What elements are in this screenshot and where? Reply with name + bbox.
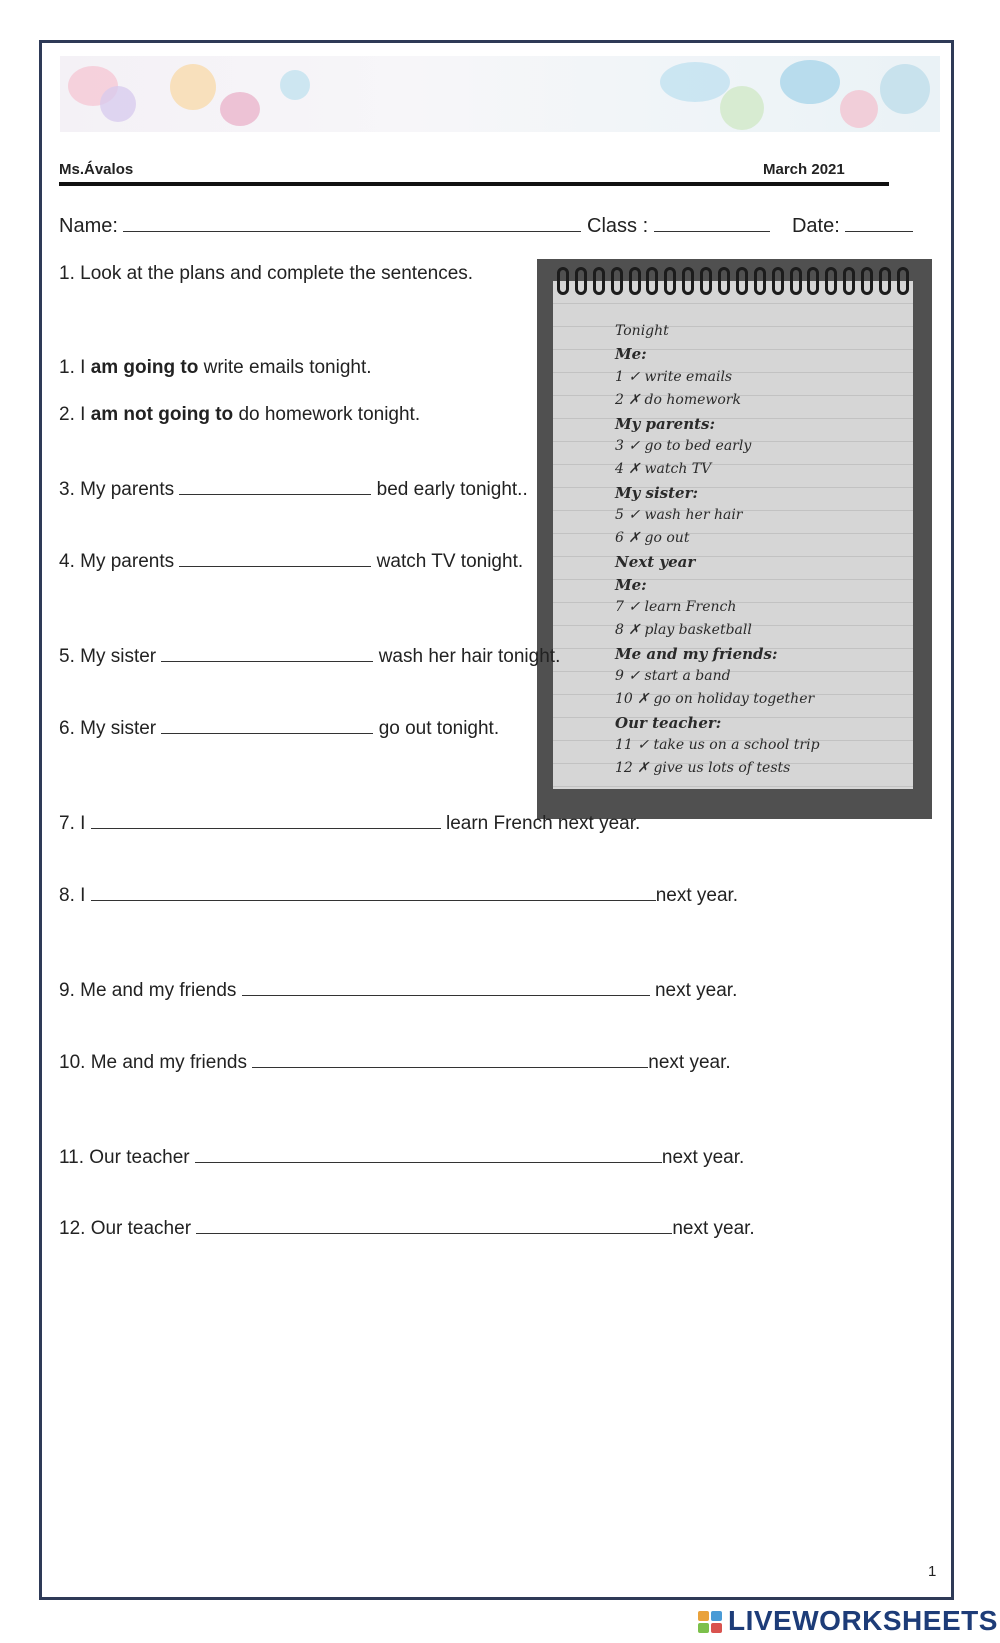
student-info-line — [59, 213, 913, 238]
answer-blank-4[interactable] — [179, 548, 371, 567]
question-8: 8. I next year. — [59, 882, 738, 907]
question-7: 7. I learn French next year. — [59, 810, 640, 835]
answer-blank-12[interactable] — [196, 1215, 672, 1234]
notebook-line: Me and my friends: — [615, 645, 778, 663]
notebook-line: 12 ✗ give us lots of tests — [615, 760, 791, 776]
question-4: 4. My parents watch TV tonight. — [59, 548, 523, 573]
name-label: Name: — [59, 215, 118, 237]
question-5: 5. My sister wash her hair tonight. — [59, 643, 560, 668]
answer-blank-8[interactable] — [91, 882, 656, 901]
answer-blank-9[interactable] — [242, 977, 650, 996]
answer-blank-6[interactable] — [161, 715, 373, 734]
teacher-name: Ms.Ávalos — [59, 161, 134, 178]
notebook-line: 4 ✗ watch TV — [615, 461, 712, 477]
answer-blank-3[interactable] — [179, 476, 371, 495]
question-11: 11. Our teacher next year. — [59, 1144, 744, 1169]
question-6: 6. My sister go out tonight. — [59, 715, 499, 740]
notebook-line: 7 ✓ learn French — [615, 599, 737, 615]
answer-blank-7[interactable] — [91, 810, 441, 829]
notebook-line: 1 ✓ write emails — [615, 369, 733, 385]
notebook-line: Tonight — [615, 323, 669, 339]
class-field[interactable] — [654, 213, 770, 232]
question-9: 9. Me and my friends next year. — [59, 977, 737, 1002]
instruction-text: 1. Look at the plans and complete the sentences. — [59, 263, 474, 284]
question-10: 10. Me and my friends next year. — [59, 1049, 731, 1074]
notebook-line: My parents: — [615, 415, 716, 433]
notebook-line: 8 ✗ play basketball — [615, 622, 752, 638]
notebook-line: Me: — [615, 345, 647, 363]
notebook-line: 9 ✓ start a band — [615, 668, 731, 684]
page-number: 1 — [928, 1563, 937, 1580]
answer-blank-11[interactable] — [195, 1144, 662, 1163]
notebook-line: 6 ✗ go out — [615, 530, 690, 546]
question-2: 2. I am not going to do homework tonight. — [59, 404, 421, 425]
question-3: 3. My parents bed early tonight.. — [59, 476, 528, 501]
notebook-photo — [537, 259, 932, 819]
name-field[interactable] — [123, 213, 581, 232]
notebook-line: Me: — [615, 576, 647, 594]
spiral-binding — [557, 267, 909, 297]
notebook-line: My sister: — [615, 484, 699, 502]
class-label: Class : — [587, 215, 649, 237]
date-label: Date: — [791, 215, 840, 237]
decorative-banner — [60, 56, 940, 132]
notebook-line: 3 ✓ go to bed early — [615, 438, 752, 454]
notebook-line: Our teacher: — [615, 714, 722, 732]
notebook-line: 5 ✓ wash her hair — [615, 507, 743, 523]
question-1: 1. I am going to write emails tonight. — [59, 357, 372, 378]
notebook-line: 10 ✗ go on holiday together — [615, 691, 815, 707]
header-divider — [59, 182, 889, 186]
answer-blank-10[interactable] — [252, 1049, 648, 1068]
liveworksheets-logo-icon — [698, 1611, 724, 1635]
liveworksheets-logo[interactable]: LIVEWORKSHEETS — [728, 1605, 998, 1636]
question-12: 12. Our teacher next year. — [59, 1215, 755, 1240]
worksheet-date: March 2021 — [763, 161, 845, 178]
notebook-line: 11 ✓ take us on a school trip — [615, 737, 820, 753]
date-field[interactable] — [845, 213, 913, 232]
notebook-page — [553, 281, 913, 789]
answer-blank-5[interactable] — [161, 643, 373, 662]
notebook-line: 2 ✗ do homework — [615, 392, 741, 408]
notebook-line: Next year — [615, 553, 696, 571]
